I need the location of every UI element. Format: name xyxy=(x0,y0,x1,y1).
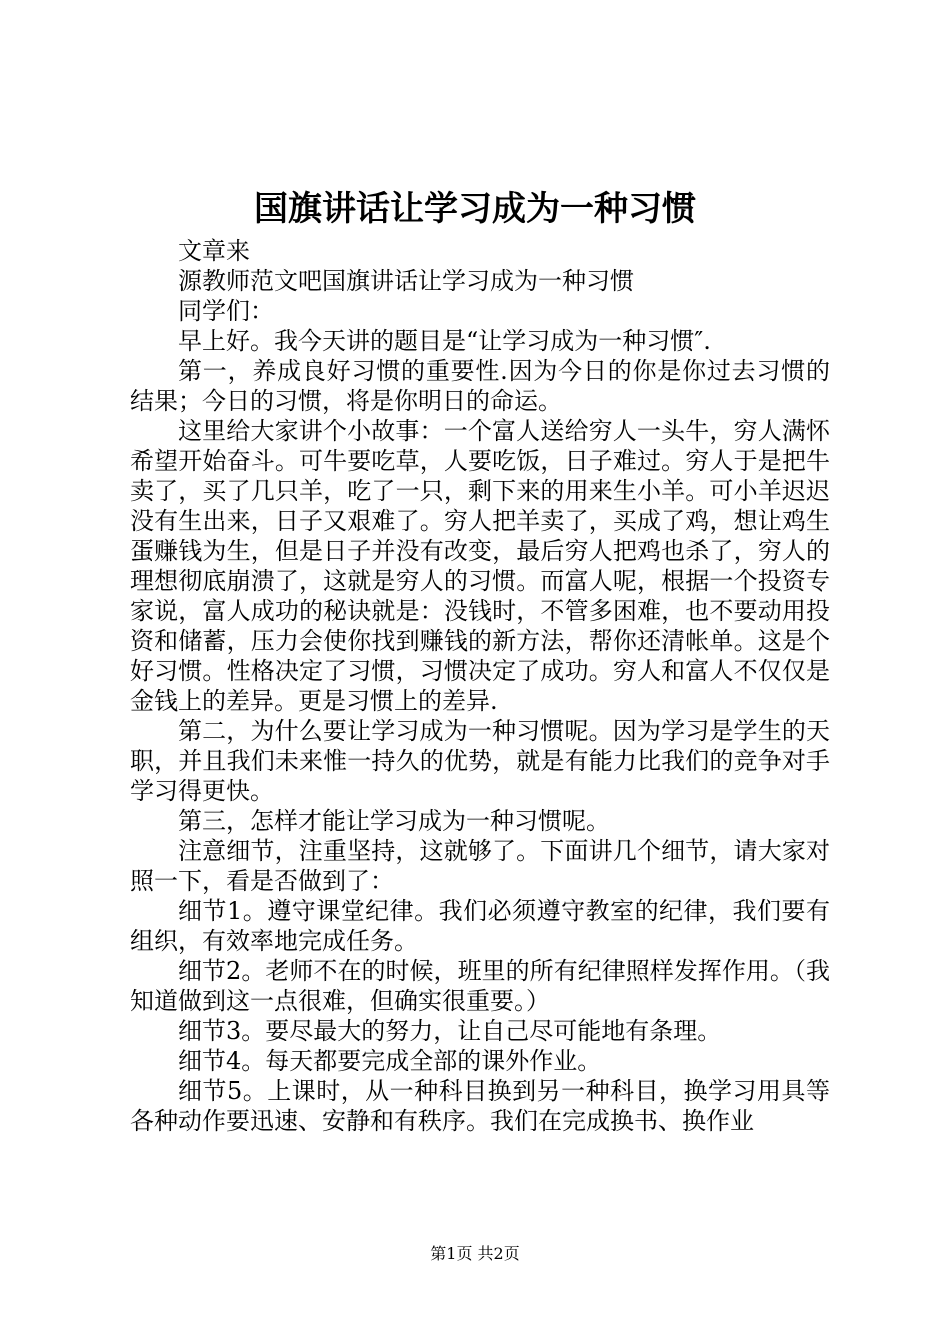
paragraph-source-1: 文章来 xyxy=(178,237,250,265)
paragraph-details-intro: 注意细节，注重坚持，这就够了。下面讲几个细节，请大家对照一下，看是否做到了： xyxy=(130,837,830,895)
document-title: 国旗讲话让学习成为一种习惯 xyxy=(254,189,696,229)
paragraph-detail-2: 细节2。老师不在的时候，班里的所有纪律照样发挥作用。（我知道做到这一点很难，但确实很重要。） xyxy=(130,957,830,1015)
paragraph-point-2: 第二，为什么要让学习成为一种习惯呢。因为学习是学生的天职，并且我们未来惟一持久的优势，就是有能力比我们的竞争对手学习得更快。 xyxy=(130,717,830,805)
paragraph-point-3: 第三，怎样才能让学习成为一种习惯呢。 xyxy=(178,807,610,835)
paragraph-detail-1: 细节1。遵守课堂纪律。我们必须遵守教室的纪律，我们要有组织，有效率地完成任务。 xyxy=(130,897,830,955)
paragraph-story: 这里给大家讲个小故事：一个富人送给穷人一头牛，穷人满怀希望开始奋斗。可牛要吃草，人要吃饭，日子难过。穷人于是把牛卖了，买了几只羊，吃了一只，剩下来的用来生小羊。可小羊迟迟没有生出来，日子又艰难了。穷人把羊卖了，买成了鸡，想让鸡生蛋赚钱为生，但是日子并没有改变，最后穷人把鸡也杀了，穷人的理想彻底崩溃了，这就是穷人的习惯。而富人呢，根据一个投资专家说，富人成功的秘诀就是：没钱时，不管多困难，也不要动用投资和储蓄，压力会使你找到赚钱的新方法，帮你还清帐单。这是个好习惯。性格决定了习惯，习惯决定了成功。穷人和富人不仅仅是金钱上的差异。更是习惯上的差异. xyxy=(130,417,830,715)
paragraph-detail-4: 细节4。每天都要完成全部的课外作业。 xyxy=(178,1047,602,1075)
paragraph-point-1: 第一，养成良好习惯的重要性.因为今日的你是你过去习惯的结果；今日的习惯，将是你明日的命运。 xyxy=(130,357,830,415)
page-number-footer: 第1页 共2页 xyxy=(430,1244,520,1263)
document-body xyxy=(130,236,830,1136)
paragraph-greeting: 同学们： xyxy=(178,297,274,325)
paragraph-detail-3: 细节3。要尽最大的努力，让自己尽可能地有条理。 xyxy=(178,1017,722,1045)
paragraph-detail-5: 细节5。上课时，从一种科目换到另一种科目，换学习用具等各种动作要迅速、安静和有秩序。我们在完成换书、换作业 xyxy=(130,1077,830,1135)
paragraph-source-2: 源教师范文吧国旗讲话让学习成为一种习惯 xyxy=(178,267,634,295)
paragraph-topic: 早上好。我今天讲的题目是“让学习成为一种习惯″. xyxy=(178,327,711,355)
